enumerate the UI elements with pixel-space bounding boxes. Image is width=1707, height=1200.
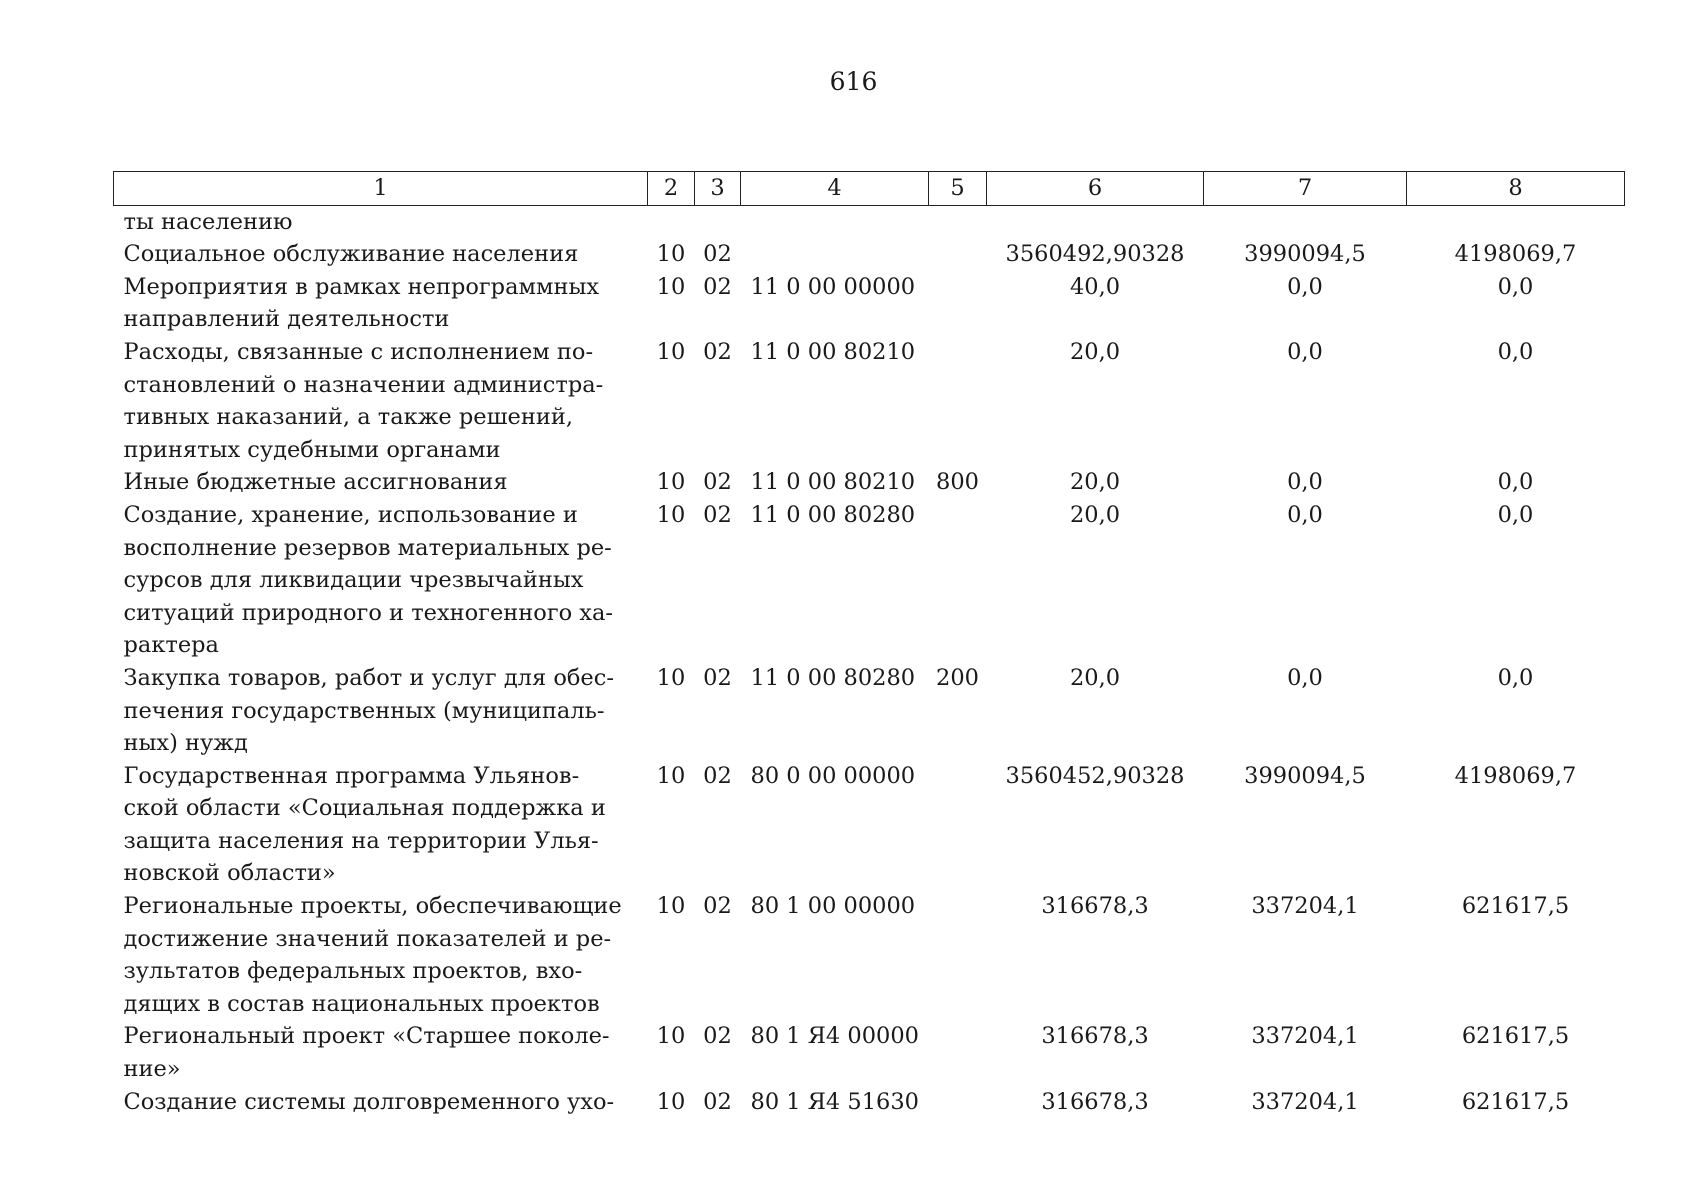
section-code-cell: 10 (656, 241, 686, 268)
subsection-code-cell: 02 (703, 501, 732, 528)
amount-year-3-cell: 0,0 (1497, 664, 1534, 691)
amount-year-2-cell: 0,0 (1287, 501, 1323, 528)
section-code-cell: 10 (656, 1088, 686, 1115)
amount-year-3-cell (1407, 205, 1625, 238)
section-code-cell: 10 (656, 893, 686, 920)
description-cell (114, 271, 648, 336)
expense-type-cell (929, 760, 987, 890)
description-line: восполнение резервов материальных ре- (123, 534, 612, 561)
page-number: 616 (829, 67, 878, 96)
description-line: ных) нужд (123, 730, 248, 757)
table-row (114, 499, 1625, 662)
target-article-cell: 80 0 00 00000 (750, 762, 916, 789)
table-row (114, 890, 1625, 1020)
amount-year-1-cell: 20,0 (1069, 501, 1121, 528)
amount-year-3-cell: 0,0 (1497, 501, 1534, 528)
amount-year-2-cell: 0,0 (1287, 273, 1323, 300)
subsection-code-cell: 02 (703, 893, 732, 920)
expense-type-cell: 800 (936, 469, 979, 496)
amount-year-1-cell: 3560452,90328 (1005, 762, 1185, 789)
description-line: ние» (123, 1056, 181, 1083)
subsection-code-cell: 02 (703, 469, 732, 496)
amount-year-2-cell: 0,0 (1287, 664, 1323, 691)
budget-table-container (113, 171, 1624, 1118)
description-line: печения государственных (муниципаль- (123, 697, 605, 724)
description-line: Государственная программа Ульянов- (123, 762, 580, 789)
description-cell (114, 662, 648, 760)
subsection-code-cell: 02 (703, 273, 732, 300)
expense-type-cell (929, 238, 987, 271)
subsection-code-cell: 02 (703, 1023, 732, 1050)
table-header (114, 172, 1625, 206)
description-line: Расходы, связанные с исполнением по- (123, 338, 594, 365)
header-col-6: 6 (987, 172, 1204, 206)
header-col-7: 7 (1204, 172, 1407, 206)
table-row (114, 1086, 1625, 1119)
target-article-cell: 11 0 00 80210 (750, 338, 916, 365)
description-line: дящих в состав национальных проектов (123, 990, 600, 1017)
description-line: становлений о назначении администра- (123, 371, 604, 398)
amount-year-2-cell: 337204,1 (1251, 1088, 1359, 1115)
section-code-cell (648, 205, 695, 238)
description-line: тивных наказаний, а также решений, (123, 404, 573, 431)
amount-year-3-cell: 4198069,7 (1454, 762, 1577, 789)
amount-year-3-cell: 0,0 (1497, 469, 1534, 496)
description-line: направлений деятельности (123, 306, 450, 333)
amount-year-3-cell: 621617,5 (1461, 1023, 1570, 1050)
description-line: ты населению (123, 208, 293, 235)
table-row (114, 760, 1625, 890)
subsection-code-cell: 02 (703, 338, 732, 365)
target-article-cell: 11 0 00 80280 (750, 501, 916, 528)
description-line: достижение значений показателей и ре- (123, 925, 612, 952)
subsection-code-cell: 02 (703, 664, 732, 691)
target-article-cell: 11 0 00 00000 (750, 273, 916, 300)
description-line: ской области «Социальная поддержка и (123, 795, 606, 822)
target-article-cell: 80 1 Я4 51630 (750, 1088, 919, 1115)
expense-type-cell (929, 271, 987, 336)
description-cell (114, 466, 648, 499)
table-row (114, 1020, 1625, 1085)
description-cell (114, 1020, 648, 1085)
description-cell (114, 499, 648, 662)
description-line: Региональные проекты, обеспечивающие (123, 893, 622, 920)
description-line: Мероприятия в рамках непрограммных (123, 273, 600, 300)
amount-year-2-cell: 0,0 (1287, 338, 1323, 365)
subsection-code-cell: 02 (703, 241, 732, 268)
amount-year-3-cell: 621617,5 (1461, 1088, 1570, 1115)
target-article-cell: 80 1 00 00000 (750, 893, 916, 920)
amount-year-1-cell: 3560492,90328 (1005, 241, 1185, 268)
header-col-5: 5 (929, 172, 987, 206)
amount-year-2-cell: 3990094,5 (1244, 241, 1366, 268)
amount-year-1-cell: 316678,3 (1041, 893, 1149, 920)
amount-year-2-cell: 337204,1 (1251, 893, 1359, 920)
target-article-cell: 11 0 00 80280 (750, 664, 916, 691)
description-line: защита населения на территории Улья- (123, 827, 599, 854)
amount-year-2-cell (1204, 205, 1407, 238)
description-line: Создание системы долговременного ухо- (123, 1088, 615, 1115)
description-line: ситуаций природного и техногенного ха- (123, 599, 614, 626)
table-row (114, 271, 1625, 336)
table-body (114, 205, 1625, 1118)
expense-type-cell (929, 1020, 987, 1085)
amount-year-3-cell: 0,0 (1497, 338, 1534, 365)
header-col-3: 3 (695, 172, 741, 206)
description-line: Региональный проект «Старшее поколе- (123, 1023, 610, 1050)
description-line: сурсов для ликвидации чрезвычайных (123, 567, 584, 594)
section-code-cell: 10 (656, 501, 686, 528)
amount-year-3-cell: 0,0 (1497, 273, 1534, 300)
header-col-1: 1 (114, 172, 648, 206)
amount-year-2-cell: 337204,1 (1251, 1023, 1359, 1050)
amount-year-1-cell: 316678,3 (1041, 1088, 1149, 1115)
amount-year-2-cell: 0,0 (1287, 469, 1323, 496)
amount-year-1-cell: 20,0 (1069, 469, 1121, 496)
expense-type-cell (929, 890, 987, 1020)
table-row (114, 662, 1625, 760)
amount-year-3-cell: 621617,5 (1461, 893, 1570, 920)
section-code-cell: 10 (656, 664, 686, 691)
description-cell (114, 336, 648, 466)
budget-table (113, 171, 1625, 1118)
description-line: принятых судебными органами (123, 436, 501, 463)
subsection-code-cell: 02 (703, 1088, 732, 1115)
header-col-4: 4 (741, 172, 929, 206)
description-line: Иные бюджетные ассигнования (123, 469, 508, 496)
target-article-cell (741, 238, 929, 271)
target-article-cell: 11 0 00 80210 (750, 469, 916, 496)
header-col-2: 2 (648, 172, 695, 206)
table-row (114, 336, 1625, 466)
target-article-cell (741, 205, 929, 238)
description-line: Социальное обслуживание населения (123, 241, 579, 268)
target-article-cell: 80 1 Я4 00000 (750, 1023, 919, 1050)
section-code-cell: 10 (656, 469, 686, 496)
description-cell (114, 760, 648, 890)
amount-year-3-cell: 4198069,7 (1454, 241, 1577, 268)
description-line: зультатов федеральных проектов, вхо- (123, 958, 583, 985)
table-row (114, 205, 1625, 238)
section-code-cell: 10 (656, 1023, 686, 1050)
expense-type-cell (929, 336, 987, 466)
expense-type-cell (929, 205, 987, 238)
table-row (114, 466, 1625, 499)
expense-type-cell (929, 499, 987, 662)
description-cell (114, 238, 648, 271)
amount-year-1-cell: 316678,3 (1041, 1023, 1149, 1050)
description-line: Создание, хранение, использование и (123, 501, 578, 528)
subsection-code-cell: 02 (703, 762, 732, 789)
description-line: рактера (123, 632, 219, 659)
amount-year-1-cell: 20,0 (1069, 338, 1121, 365)
expense-type-cell: 200 (936, 664, 979, 691)
expense-type-cell (929, 1086, 987, 1119)
description-cell (114, 1086, 648, 1119)
section-code-cell: 10 (656, 273, 686, 300)
amount-year-1-cell: 20,0 (1069, 664, 1121, 691)
header-row (114, 172, 1625, 206)
section-code-cell: 10 (656, 762, 686, 789)
amount-year-1-cell: 40,0 (1069, 273, 1121, 300)
description-line: Закупка товаров, работ и услуг для обес- (123, 664, 614, 691)
section-code-cell: 10 (656, 338, 686, 365)
table-row (114, 238, 1625, 271)
header-col-8: 8 (1407, 172, 1625, 206)
description-cell (114, 890, 648, 1020)
description-cell (114, 205, 648, 238)
amount-year-2-cell: 3990094,5 (1244, 762, 1366, 789)
amount-year-1-cell (987, 205, 1204, 238)
subsection-code-cell (695, 205, 741, 238)
description-line: новской области» (123, 860, 336, 887)
